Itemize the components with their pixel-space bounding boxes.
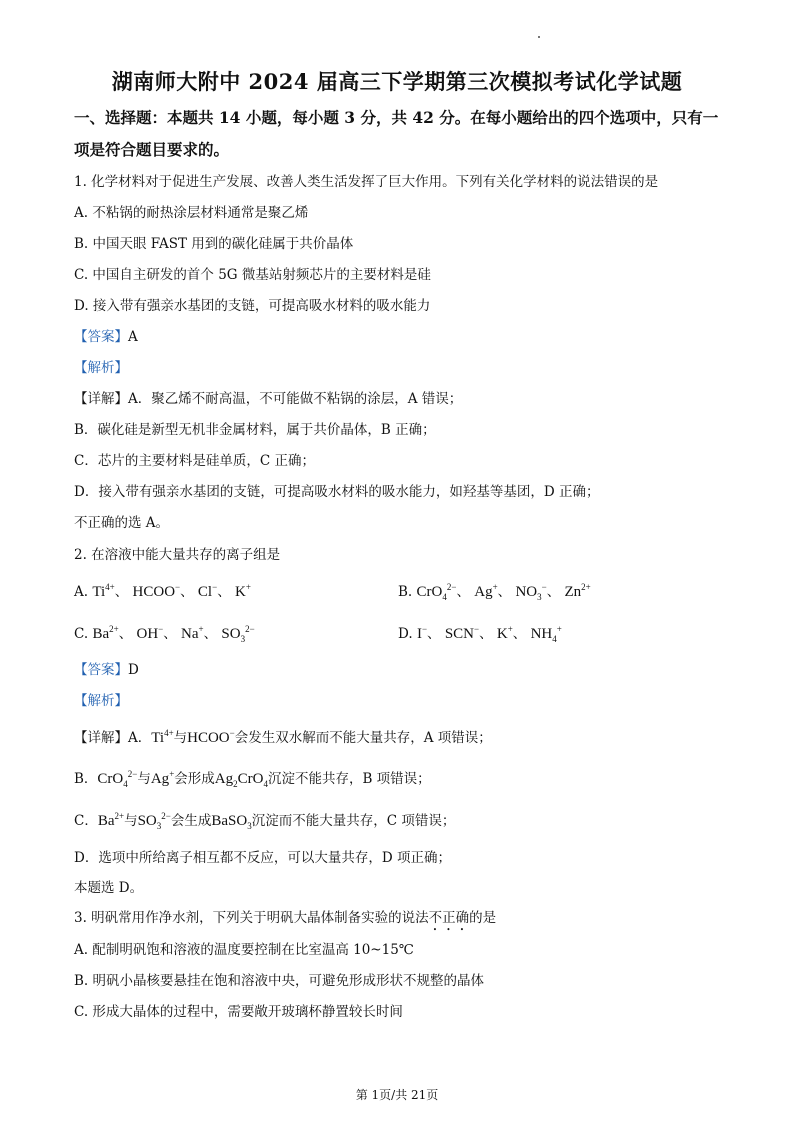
scan-speck (538, 36, 540, 38)
q1-detail-a (74, 389, 734, 409)
answer-tag: 【答案】 (74, 329, 128, 345)
q2-option-a: A. $Ti^{4+}$、 HCOO−、 Cl−、 K+ (74, 582, 251, 600)
q3-option-c: C. 形成大晶体的过程中，需要敞开玻璃杯静置较长时间 (74, 1004, 403, 1020)
q1-conclusion: 不正确的选 A。 (74, 515, 170, 531)
q3-stem: 3. 明矾常用作净水剂，下列关于明矾大晶体制备实验的说法不正确的是 (74, 910, 497, 926)
q1-detail-b: B．碳化硅是新型无机非金属材料，属于共价晶体，B 正确； (74, 422, 436, 438)
ion-oh: OH− (136, 624, 164, 642)
q2-option-c: C. $Ba^{2+}$、 OH−、 Na+、 $SO_3^{2-}$ (74, 624, 255, 644)
q1-detail-d: D．接入带有强亲水基团的支链，可提高吸水材料的吸水能力，如羟基等基团，D 正确； (74, 484, 600, 500)
q2-conclusion: 本题选 D。 (74, 880, 144, 896)
ion-na: Na+ (181, 624, 204, 642)
answer-tag: 【答案】 (74, 662, 128, 678)
formula-ag2cro4: $Ag_2CrO_4$ (214, 771, 268, 789)
ion-hcoo: HCOO− (132, 582, 181, 600)
q2-analysis-tag: 【解析】 (74, 693, 128, 709)
ion-ti: $Ti^{4+}$ (151, 728, 174, 746)
q1-analysis-tag: 【解析】 (74, 360, 128, 376)
ion-zn: $Zn^{2+}$ (564, 582, 591, 600)
q1-answer (74, 327, 734, 347)
ion-no3: $NO_3^-$ (515, 582, 547, 602)
q1-option-c: C. 中国自主研发的首个 5G 微基站射频芯片的主要材料是硅 (74, 267, 431, 283)
detail-tag: 【详解】 (74, 391, 128, 407)
ion-hcoo: HCOO− (187, 728, 235, 746)
ion-ti: $Ti^{4+}$ (92, 582, 115, 600)
q2-detail-c: C．$Ba^{2+}$与$SO_3^{2-}$会生成BaSO$_3$沉淀而不能大量共存，C 项错误； (74, 811, 456, 831)
ion-k: K+ (234, 582, 251, 600)
option-label: C. (74, 626, 89, 642)
page-footer: 第 1页/共 21页 (355, 1088, 439, 1102)
q3-option-b: B. 明矾小晶核要悬挂在饱和溶液中央，可避免形成形状不规整的晶体 (74, 973, 485, 989)
ion-ag: Ag+ (474, 582, 498, 600)
section-heading-line-1: 一、选择题：本题共 14 小题，每小题 3 分，共 42 分。在每小题给出的四个选项中，只有一 (74, 108, 719, 127)
emphasis-not-correct: 不正确 (428, 910, 470, 926)
ion-so3: $SO_3^{2-}$ (137, 811, 171, 831)
ion-i: I− (416, 624, 428, 642)
ion-ba: $Ba^{2+}$ (97, 811, 125, 829)
ion-so3: $SO_3^{2-}$ (221, 624, 255, 644)
q1-option-d: D. 接入带有强亲水基团的支链，可提高吸水材料的吸水能力 (74, 298, 431, 314)
q1-option-a: A. 不粘锅的耐热涂层材料通常是聚乙烯 (74, 205, 309, 221)
option-label: A. (74, 584, 89, 600)
option-label: D. (398, 626, 413, 642)
detail-text: A．聚乙烯不耐高温，不可能做不粘锅的涂层，A 错误； (128, 391, 463, 407)
ion-ba: $Ba^{2+}$ (92, 624, 119, 642)
q1-stem: 1. 化学材料对于促进生产发展、改善人类生活发挥了巨大作用。下列有关化学材料的说法错误的是 (74, 174, 659, 190)
q2-answer (74, 660, 734, 680)
detail-tag: 【详解】 (74, 730, 128, 746)
q2-option-b: B. CrO$_4^{2-}$、 Ag+、 $NO_3^-$、 $Zn^{2+}$ (398, 582, 591, 602)
exam-title: 湖南师大附中 2024 届高三下学期第三次模拟考试化学试题 (111, 69, 683, 94)
ion-nh4: $NH_4^+$ (530, 624, 562, 644)
section-heading-line-2: 项是符合题目要求的。 (74, 140, 230, 159)
option-label: B. (398, 584, 413, 600)
ion-scn: SCN− (444, 624, 480, 642)
ion-cl: Cl− (197, 582, 218, 600)
q1-detail-c: C．芯片的主要材料是硅单质，C 正确； (74, 453, 315, 469)
ion-ag: Ag+ (150, 769, 175, 787)
ion-cro4: CrO$_4^{2-}$ (416, 582, 457, 602)
q2-option-d: D. I−、 SCN−、 K+、 $NH_4^+$ (398, 624, 562, 644)
ion-k-2: K+ (496, 624, 513, 642)
q2-detail-b: B．CrO$_4^{2-}$与Ag+会形成$Ag_2CrO_4$沉淀不能共存，B 项错误； (74, 769, 431, 789)
answer-value: A (128, 329, 138, 345)
q3-option-a: A. 配制明矾饱和溶液的温度要控制在比室温高 10~15℃ (74, 942, 414, 958)
formula-baso3: BaSO$_3$ (211, 813, 252, 831)
q2-detail-a: 【详解】A．$Ti^{4+}$与HCOO−会发生双水解而不能大量共存，A 项错误； (74, 728, 492, 746)
q2-stem: 2. 在溶液中能大量共存的离子组是 (74, 547, 281, 563)
ion-cro4: CrO$_4^{2-}$ (97, 769, 138, 789)
q2-detail-d: D．选项中所给离子相互都不反应，可以大量共存，D 项正确； (74, 850, 451, 866)
q1-option-b: B. 中国天眼 FAST 用到的碳化硅属于共价晶体 (74, 236, 354, 252)
answer-value: D (128, 662, 139, 678)
